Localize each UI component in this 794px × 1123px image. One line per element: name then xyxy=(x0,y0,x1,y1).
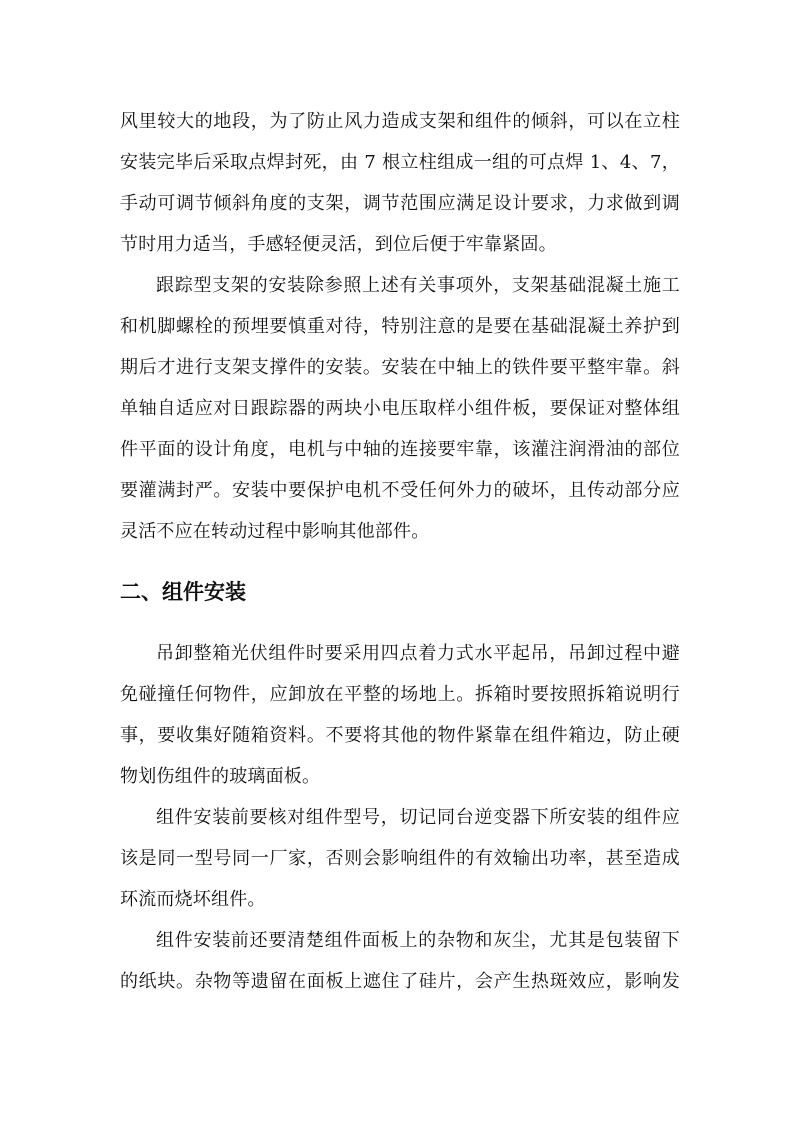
paragraph-5-line-1: 组件安装前还要清楚组件面板上的杂物和灰尘，尤其是包装留下 xyxy=(156,930,680,951)
paragraph-1-line-4: 节时用力适当，手感轻便灵活，到位后便于牢靠紧固。 xyxy=(120,234,557,255)
paragraph-2-line-3: 期后才进行支架支撑件的安装。安装在中轴上的铁件要平整牢靠。斜 xyxy=(120,357,680,378)
paragraph-1-line-1: 风里较大的地段，为了防止风力造成支架和组件的倾斜，可以在立柱 xyxy=(120,111,680,132)
paragraph-2-line-2: 和机脚螺栓的预埋要慎重对待，特别注意的是要在基础混凝土养护到 xyxy=(120,316,680,337)
section-heading: 二、组件安装 xyxy=(120,580,246,604)
paragraph-2-line-7: 灵活不应在转动过程中影响其他部件。 xyxy=(120,521,430,542)
paragraph-2-line-1: 跟踪型支架的安装除参照上述有关事项外，支架基础混凝土施工 xyxy=(156,275,680,296)
paragraph-2-line-4: 单轴自适应对日跟踪器的两块小电压取样小组件板，要保证对整体组 xyxy=(120,398,680,419)
paragraph-3-line-4: 物划伤组件的玻璃面板。 xyxy=(120,766,321,787)
paragraph-4-line-3: 环流而烧坏组件。 xyxy=(120,889,266,910)
paragraph-4-line-2: 该是同一型号同一厂家，否则会影响组件的有效输出功率，甚至造成 xyxy=(120,848,680,869)
paragraph-4-line-1: 组件安装前要核对组件型号，切记同台逆变器下所安装的组件应 xyxy=(156,807,680,828)
paragraph-5-line-2: 的纸块。杂物等遗留在面板上遮住了硅片，会产生热斑效应，影响发 xyxy=(120,971,680,992)
paragraph-1-line-2: 安装完毕后采取点焊封死，由 7 根立柱组成一组的可点焊 1、4、7， xyxy=(120,152,680,173)
paragraph-1-line-3: 手动可调节倾斜角度的支架，调节范围应满足设计要求，力求做到调 xyxy=(120,193,680,214)
paragraph-3-line-3: 事，要收集好随箱资料。不要将其他的物件紧靠在组件箱边，防止硬 xyxy=(120,725,680,746)
paragraph-2-line-6: 要灌满封严。安装中要保护电机不受任何外力的破坏，且传动部分应 xyxy=(120,480,680,501)
paragraph-2-line-5: 件平面的设计角度，电机与中轴的连接要牢靠，该灌注润滑油的部位 xyxy=(120,439,680,460)
paragraph-3-line-2: 免碰撞任何物件，应卸放在平整的场地上。拆箱时要按照拆箱说明行 xyxy=(120,684,680,705)
paragraph-3-line-1: 吊卸整箱光伏组件时要采用四点着力式水平起吊，吊卸过程中避 xyxy=(156,643,680,664)
